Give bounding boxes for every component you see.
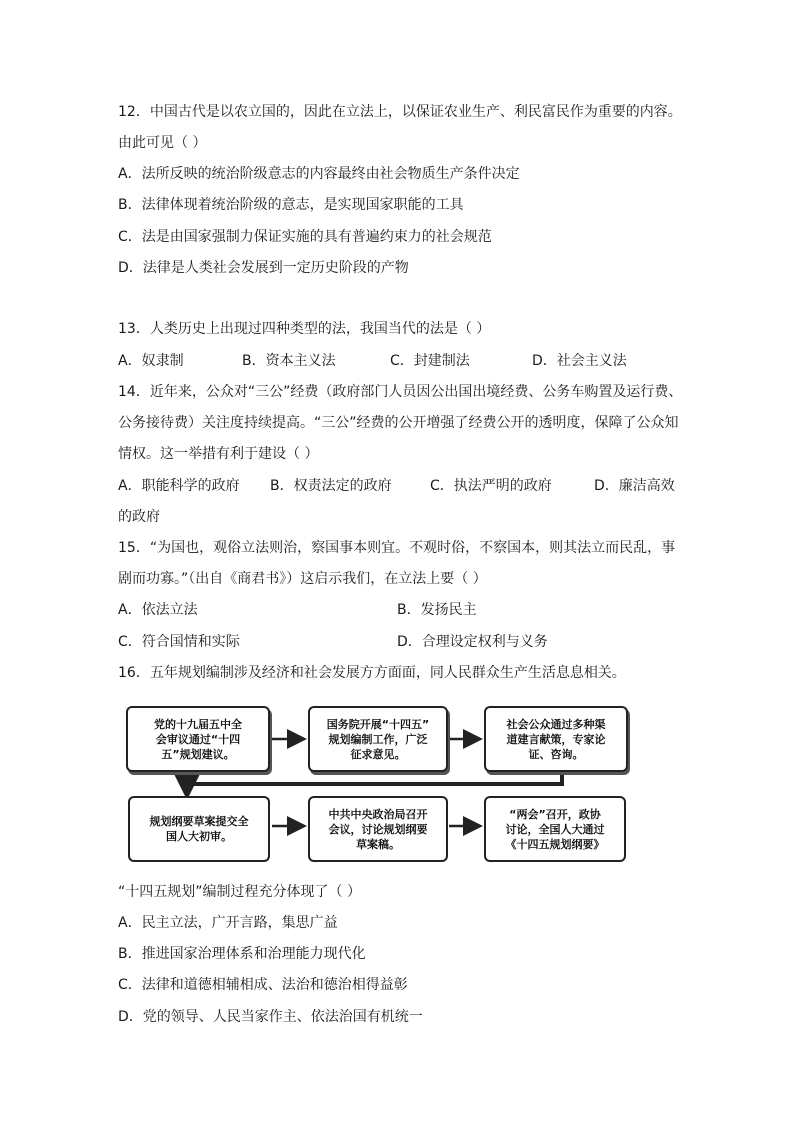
q15-option-d: D．合理设定权利与义务	[397, 634, 548, 650]
q13-option-c: C．封建制法	[390, 353, 470, 369]
q15-stem-line1: 15．“为国也，观俗立法则治，察国事本则宜。不观时俗，不察国本，则其法立而民乱，事	[118, 540, 676, 556]
q14-stem-line2: 公务接待费）关注度持续提高。“三公”经费的公开增强了经费公开的透明度，保障了公众知	[118, 415, 679, 431]
flow-step-3: 社会公众通过多种渠 道建言献策，专家论 证、咨询。	[484, 706, 628, 772]
q14-option-a: A．职能科学的政府	[118, 478, 240, 494]
q12-stem-line2: 由此可见（ ）	[118, 135, 207, 151]
q16-option-c: C．法律和道德相辅相成、法治和德治相得益彰	[118, 977, 408, 993]
q13-option-b: B．资本主义法	[242, 353, 336, 369]
q14-option-c: C．执法严明的政府	[430, 478, 552, 494]
q12-option-b: B．法律体现着统治阶级的意志，是实现国家职能的工具	[118, 197, 464, 213]
flow-step-5: 中共中央政治局召开 会议，讨论规划纲要 草案稿。	[308, 796, 448, 862]
q16-option-b: B．推进国家治理体系和治理能力现代化	[118, 946, 366, 962]
q16-stem: 16．五年规划编制涉及经济和社会发展方方面面，同人民群众生产生活息息相关。	[118, 665, 626, 681]
q14-stem-line3: 情权。这一举措有利于建设（ ）	[118, 446, 319, 462]
q14-stem-line1: 14．近年来，公众对“三公”经费（政府部门人员因公出国出境经费、公务车购置及运行费、	[118, 384, 683, 400]
flowchart	[118, 700, 631, 866]
flow-step-1: 党的十九届五中全 会审议通过“十四 五”规划建议。	[126, 706, 270, 772]
q13-stem: 13．人类历史上出现过四种类型的法，我国当代的法是（ ）	[118, 321, 491, 337]
q12-option-a: A．法所反映的统治阶级意志的内容最终由社会物质生产条件决定	[118, 166, 520, 182]
q15-option-a: A．依法立法	[118, 602, 198, 618]
flow-step-6: “两会”召开，政协 讨论，全国人大通过 《十四五规划纲要》	[484, 796, 626, 862]
flow-step-2: 国务院开展“十四五” 规划编制工作，广泛 征求意见。	[308, 706, 448, 772]
q16-option-a: A．民主立法，广开言路，集思广益	[118, 915, 338, 931]
q14-option-d-continuation: 的政府	[118, 509, 160, 525]
q13-option-d: D．社会主义法	[532, 353, 627, 369]
q15-option-c: C．符合国情和实际	[118, 634, 240, 650]
q12-stem-line1: 12．中国古代是以农立国的，因此在立法上，以保证农业生产、利民富民作为重要的内容。	[118, 104, 682, 120]
q14-option-b: B．权责法定的政府	[270, 478, 392, 494]
q15-stem-line2: 剧而功寡。”（出自《商君书》）这启示我们，在立法上要（ ）	[118, 571, 487, 587]
q13-option-a: A．奴隶制	[118, 353, 184, 369]
q12-option-d: D．法律是人类社会发展到一定历史阶段的产物	[118, 260, 409, 276]
q14-option-d: D．廉洁高效	[594, 478, 675, 494]
flow-step-4: 规划纲要草案提交全 国人大初审。	[128, 796, 270, 862]
q12-option-c: C．法是由国家强制力保证实施的具有普遍约束力的社会规范	[118, 229, 492, 245]
q16-question: “十四五规划”编制过程充分体现了（ ）	[118, 884, 361, 900]
q16-option-d: D．党的领导、人民当家作主、依法治国有机统一	[118, 1009, 423, 1025]
q15-option-b: B．发扬民主	[397, 602, 477, 618]
arrow-3-4	[187, 775, 562, 792]
